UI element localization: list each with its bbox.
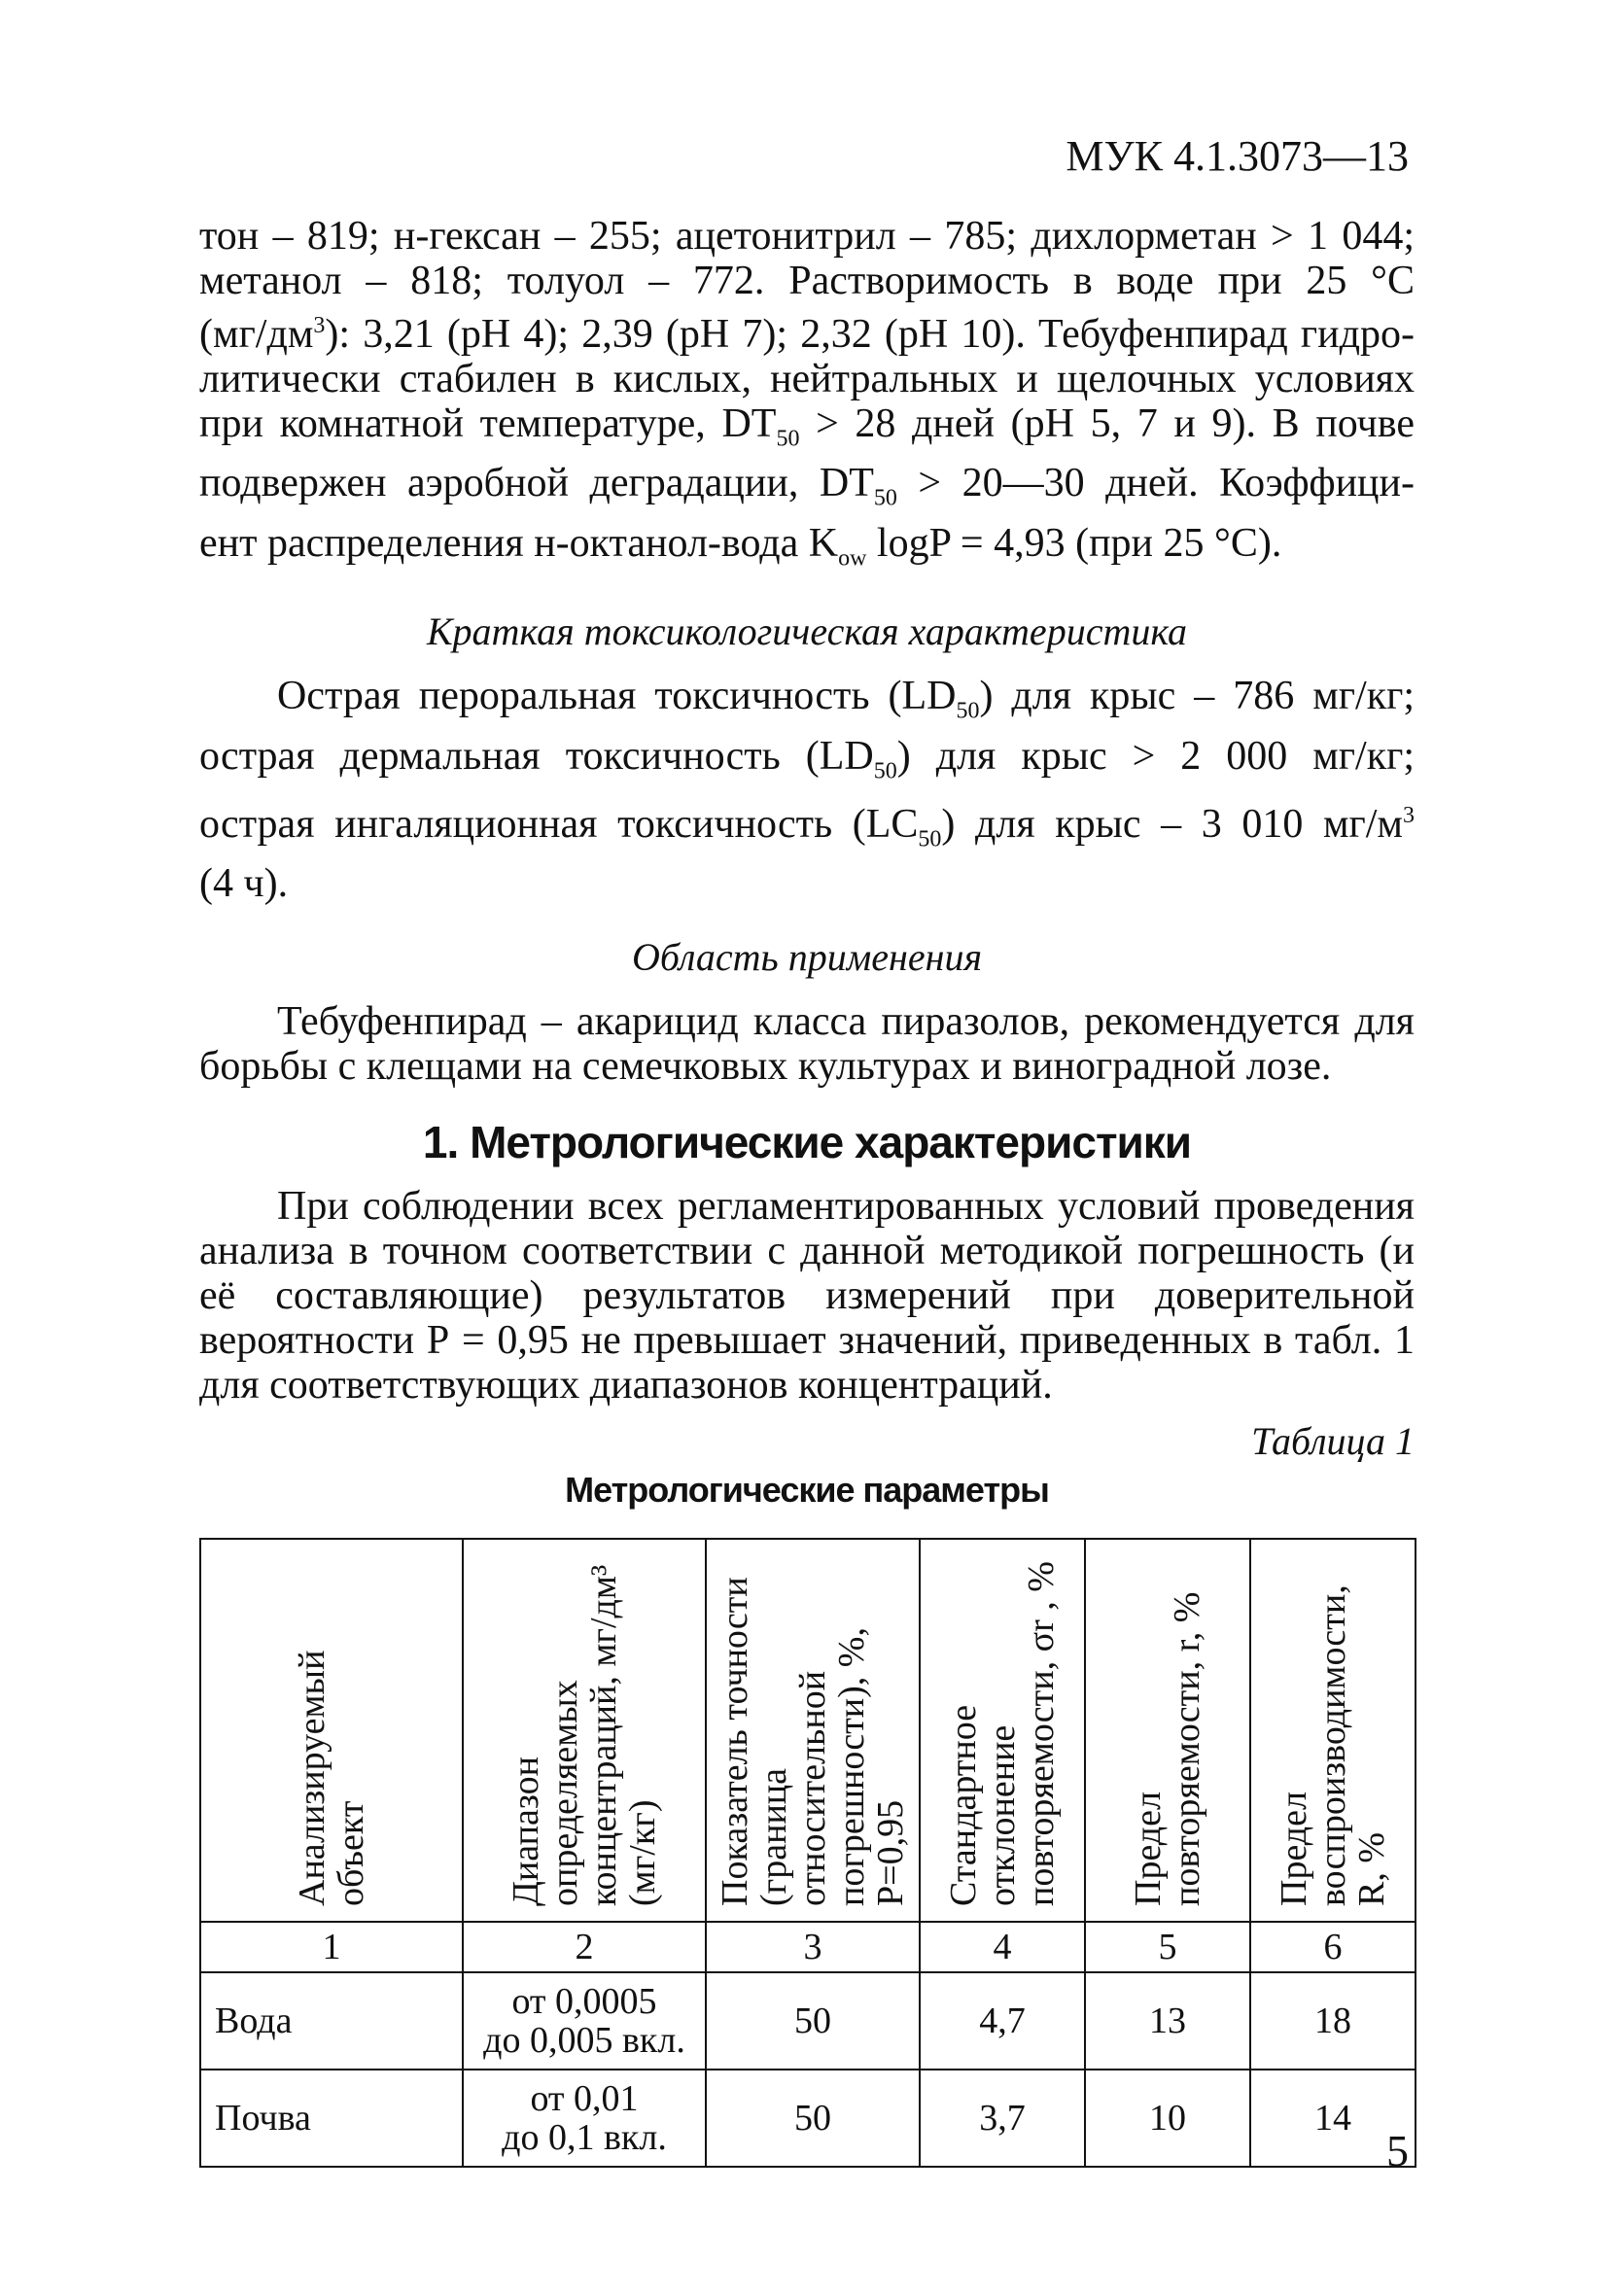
table-row [200, 1972, 1416, 2070]
intro-text: ): 3,21 (рН 4); 2,39 (рН 7); 2,32 (рН 10). Тебуфенпирад гидро- [325, 312, 1415, 357]
tox-text: Острая пероральная токсичность (LD [277, 674, 957, 719]
intro-line: метанол – 818; толуол – 772. Растворимость в воде при 25 °С [199, 259, 1415, 303]
subscript: 50 [873, 485, 897, 511]
range-from: от 0,01 [530, 2078, 639, 2120]
tox-text: ) для крыс > 2 000 мг/кг; [896, 733, 1416, 779]
tox-text: ) для крыс – 3 010 мг/м [941, 801, 1404, 847]
column-number: 5 [1085, 1922, 1250, 1972]
subscript: 50 [873, 757, 897, 783]
tox-text: острая дермальная токсичность (LD [199, 733, 874, 779]
repeatability-cell: 10 [1085, 2070, 1250, 2167]
document-code: МУК 4.1.3073—13 [1066, 132, 1409, 180]
object-cell: Вода [200, 1972, 463, 2070]
intro-line [199, 461, 1415, 520]
range-cell [463, 1972, 706, 2070]
tox-line [199, 734, 1415, 793]
range-to: до 0,005 вкл. [483, 2020, 685, 2062]
intro-line [199, 303, 1415, 357]
column-number: 3 [706, 1922, 920, 1972]
usage-heading: Область применения [631, 935, 983, 980]
page-number: 5 [1386, 2126, 1409, 2175]
tox-heading: Краткая токсикологическая характеристика [426, 609, 1188, 654]
page-content [199, 214, 1415, 2168]
tox-line [199, 674, 1415, 733]
table-row [200, 2070, 1416, 2167]
subscript: 50 [956, 698, 980, 724]
tox-line [199, 793, 1415, 861]
sd-cell: 3,7 [920, 2070, 1085, 2167]
intro-text: > 20—30 дней. Коэффици- [896, 461, 1415, 506]
subscript: ow [838, 545, 867, 572]
intro-text: при комнатной температуре, DT [199, 401, 777, 446]
column-number: 1 [200, 1922, 463, 1972]
header-text: Показатель точности (граница относительной погрешности), %, Р=0,95 [715, 1577, 911, 1907]
tox-text: острая ингаляционная токсичность (LC [199, 801, 919, 847]
intro-text: logP = 4,93 (при 25 °С). [866, 520, 1282, 566]
header-cell [706, 1539, 920, 1922]
header-cell [920, 1539, 1085, 1922]
header-text: Предел повторяемости, r, % [1128, 1591, 1207, 1907]
metrology-paragraph: При соблюдении всех регламентированных условий проведения анализа в точном соответствии с данной методикой погрешность (и её составляющие) результатов измерений при доверительной вероятности Р = 0,95 не превышает значений, приведенных в табл. 1 для соответствующих диапазонов концентраций. [199, 1184, 1415, 1409]
object-cell: Почва [200, 2070, 463, 2167]
intro-text: подвержен аэробной деградации, DT [199, 461, 874, 506]
header-text: Предел воспроизводимости, R, % [1274, 1584, 1392, 1907]
table-label: Таблица 1 [1251, 1419, 1415, 1464]
subscript: 50 [918, 826, 942, 852]
header-text: Анализируемый объект [292, 1650, 371, 1907]
accuracy-cell: 50 [706, 2070, 920, 2167]
intro-text: > 28 дней (рН 5, 7 и 9). В почве [799, 401, 1415, 446]
superscript: 3 [1403, 802, 1416, 828]
intro-paragraph [199, 214, 1415, 580]
intro-line: литически стабилен в кислых, нейтральных и щелочных условиях [199, 357, 1415, 401]
header-text: Диапазон определяемых концентраций, мг/дм³ (мг/кг) [506, 1565, 663, 1907]
column-number-row [200, 1922, 1416, 1972]
tox-paragraph [199, 674, 1415, 906]
table-title: Метрологические параметры [565, 1470, 1049, 1511]
intro-text: (мг/дм [199, 312, 314, 357]
reproducibility-cell: 18 [1250, 1972, 1416, 2070]
metrology-table [199, 1538, 1416, 2168]
tox-line: (4 ч). [199, 861, 289, 907]
tox-text: ) для крыс – 786 мг/кг; [979, 674, 1415, 719]
intro-text: ент распределения н-октанол-вода K [199, 520, 839, 566]
subscript: 50 [776, 426, 800, 452]
column-number: 6 [1250, 1922, 1416, 1972]
intro-line [199, 401, 1415, 461]
reproducibility-cell: 14 [1250, 2070, 1416, 2167]
range-to: до 0,1 вкл. [502, 2117, 667, 2159]
range-cell [463, 2070, 706, 2167]
header-cell [1250, 1539, 1416, 1922]
header-cell [200, 1539, 463, 1922]
usage-paragraph: Тебуфенпирад – акарицид класса пиразолов, рекомендуется для борьбы с клещами на семечковых культурах и виноградной лозе. [199, 999, 1415, 1090]
header-text: Стандартное отклонение повторяемости, σr , % [943, 1561, 1062, 1907]
column-number: 4 [920, 1922, 1085, 1972]
header-cell [1085, 1539, 1250, 1922]
accuracy-cell: 50 [706, 1972, 920, 2070]
intro-line: тон – 819; н-гексан – 255; ацетонитрил – 785; дихлорметан > 1 044; [199, 214, 1415, 259]
range-from: от 0,0005 [511, 1981, 657, 2023]
sd-cell: 4,7 [920, 1972, 1085, 2070]
repeatability-cell: 13 [1085, 1972, 1250, 2070]
table-header-row [200, 1539, 1416, 1922]
superscript: 3 [313, 313, 326, 338]
metrology-heading: 1. Метрологические характеристики [422, 1117, 1192, 1168]
intro-line [199, 521, 1415, 580]
header-cell [463, 1539, 706, 1922]
column-number: 2 [463, 1922, 706, 1972]
